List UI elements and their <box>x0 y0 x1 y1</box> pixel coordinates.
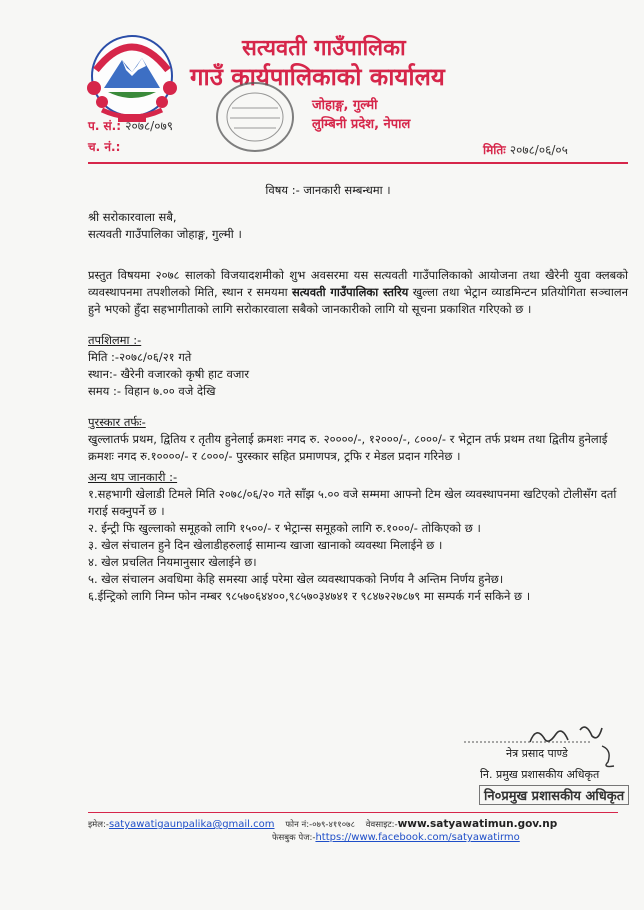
signatory-title: नि. प्रमुख प्रशासकीय अधिकृत <box>480 768 600 781</box>
letter-date: मितिः २०७८/०६/०५ <box>483 143 568 157</box>
info-item: ६.ईन्ट्रिको लागि निम्न फोन नम्बर ९८५७०६४४००,९८५७०३४७४१ र ९८४७२२७८७९ मा सम्पर्क गर्न सकिने छ । <box>88 589 531 603</box>
nepal-emblem-icon <box>82 30 182 125</box>
footer-divider <box>88 812 618 813</box>
schedule-date: मिति :-२०७८/०६/२१ गते <box>88 350 192 364</box>
address-line-2: लुम्बिनी प्रदेश, नेपाल <box>312 117 411 132</box>
website-link[interactable]: www.satyawatimun.gov.np <box>397 818 558 830</box>
facebook-link[interactable]: https://www.facebook.com/satyawatirmo <box>315 832 520 843</box>
addressee-line: सत्यवती गाउँपालिका जोहाङ्ग, गुल्मी । <box>88 227 242 241</box>
signatory-name: नेत्र प्रसाद पाण्डे <box>506 747 568 760</box>
info-item: ३. खेल संचालन हुने दिन खेलाडीहरुलाई सामान्य खाजा खानाको व्यवस्था मिलाईने छ । <box>88 538 443 552</box>
footer-facebook: फेसबुक पेज:-https://www.facebook.com/satyawatirmo <box>272 832 520 843</box>
schedule-time: समय :- विहान ७.०० वजे देखि <box>88 384 216 398</box>
info-item: ५. खेल संचालन अवधिमा केहि समस्या आई परेमा खेल व्यवस्थापकको निर्णय नै अन्तिम निर्णय हुनेछ। <box>88 572 504 586</box>
reference-number: प. सं.: २०७८/०७९ <box>88 119 173 133</box>
letter-body <box>88 182 628 605</box>
main-paragraph: प्रस्तुत विषयमा २०७८ सालको विजयादशमीको शुभ अवसरमा यस सत्यवती गाउँपालिकाको आयोजना तथा खैरेनी युवा क्लबको व्यवस्थापनमा तपशीलको मिति, स्थान र समयमा सत्यवती गाउँपालिका स्तरिय खुल्ला तथा भेट्रान व्याडमिन्टन प्रतियोगिता सञ्चालन हुने भएको हुँदा सहभागीताको लागि सरोकारवाला सबैको जानकारीको लागि यो सूचना प्रकाशित गरिएको छ । <box>88 268 628 316</box>
prize-heading: पुरस्कार तर्फः- <box>88 415 146 429</box>
address-line-1: जोहाङ्ग, गुल्मी <box>312 98 378 113</box>
info-item: २. ईन्ट्री फि खुल्लाको समूहको लागि १५००/- र भेट्रान्स समूहको लागि रु.१०००/- तोकिएको छ । <box>88 521 481 535</box>
other-info-heading: अन्य थप जानकारी :- <box>88 470 178 484</box>
letterhead <box>0 0 644 160</box>
header-divider <box>88 162 628 164</box>
schedule-heading: तपशिलमा :- <box>88 333 142 347</box>
other-info-section <box>88 469 628 605</box>
prize-section <box>88 414 628 465</box>
schedule-venue: स्थान:- खैरेनी वजारको कृषी हाट वजार <box>88 367 250 381</box>
addressee <box>88 209 628 243</box>
email-link[interactable]: satyawatigaunpalika@gmail.com <box>108 819 275 830</box>
office-name: गाउँ कार्यपालिकाको कार्यालय <box>190 63 445 91</box>
prize-text: खुल्लातर्फ प्रथम, द्वितिय र तृतीय हुनेलाई क्रमशः नगद रु. २००००/-, १२०००/-, ८०००/- र भेट्रान तर्फ प्रथम तथा द्वितीय हुनेलाई क्रमशः नगद रु.१००००/- र ८०००/- पुरस्कार सहित प्रमाणपत्र, ट्रफि र मेडल प्रदान गरिनेछ । <box>88 432 608 463</box>
dispatch-number: च. नं.: <box>88 140 121 154</box>
office-stamp-icon <box>212 78 298 156</box>
info-item: १.सहभागी खेलाडी टिमले मिति २०७८/०६/२० गते साँझ ५.०० वजे सम्ममा आफ्नो टिम खेल व्यवस्थापनमा खटिएको टोलीसँग दर्ता गराई सक्नुपर्ने छ । <box>88 487 617 518</box>
highlight-text: सत्यवती गाउँपालिका स्तरिय <box>291 285 409 299</box>
addressee-line: श्री सरोकारवाला सबै, <box>88 210 177 224</box>
footer <box>88 818 618 843</box>
subject-line: विषय :- जानकारी सम्बन्धमा । <box>265 183 391 197</box>
schedule-section <box>88 332 628 400</box>
designation-stamp: नि०प्रमुख प्रशासकीय अधिकृत <box>479 785 629 805</box>
info-item: ४. खेल प्रचलित नियमानुसार खेलाईने छ। <box>88 555 257 569</box>
footer-contacts: इमेल:-satyawatigaunpalika@gmail.com फोन नं:-०७९-४११०७८ वेवसाइट:-www.satyawatimun.gov.np <box>88 818 558 830</box>
municipality-name: सत्यवती गाउँपालिका <box>242 36 406 61</box>
phone-number: फोन नं:-०७९-४११०७८ <box>285 820 355 830</box>
